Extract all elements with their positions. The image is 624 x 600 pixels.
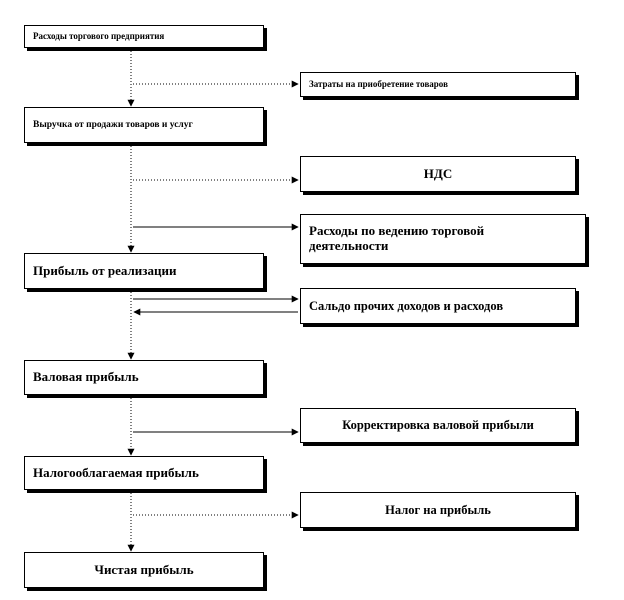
box-trade-costs <box>300 214 586 264</box>
box-gross-adjustment-label: Корректировка валовой прибыли <box>342 418 534 433</box>
box-purchase-costs-label: Затраты на приобретение товаров <box>309 79 448 90</box>
box-taxable-profit-label: Налогооблагаемая прибыль <box>33 464 199 480</box>
box-profit-tax-label: Налог на прибыль <box>385 502 491 517</box>
box-net-profit <box>24 552 264 588</box>
box-gross-profit <box>24 360 264 395</box>
box-trade-costs-label: Расходы по ведению торговой деятельности <box>309 223 485 253</box>
box-vat-label: НДС <box>423 165 453 181</box>
box-expenses <box>24 25 264 48</box>
box-other-balance-label: Сальдо прочих доходов и расходов <box>309 298 504 313</box>
box-sales-profit-label: Прибыль от реализации <box>33 262 177 278</box>
box-revenue <box>24 107 264 143</box>
box-net-profit-label: Чистая прибыль <box>94 561 194 577</box>
box-taxable-profit <box>24 456 264 490</box>
box-vat <box>300 156 576 192</box>
box-purchase-costs <box>300 72 576 97</box>
box-expenses-label: Расходы торгового предприятия <box>33 31 165 42</box>
box-revenue-label: Выручка от продажи товаров и услуг <box>33 119 193 130</box>
box-sales-profit <box>24 253 264 289</box>
box-profit-tax <box>300 492 576 528</box>
box-gross-adjustment <box>300 408 576 443</box>
box-gross-profit-label: Валовая прибыль <box>33 369 139 385</box>
box-other-balance <box>300 288 576 324</box>
